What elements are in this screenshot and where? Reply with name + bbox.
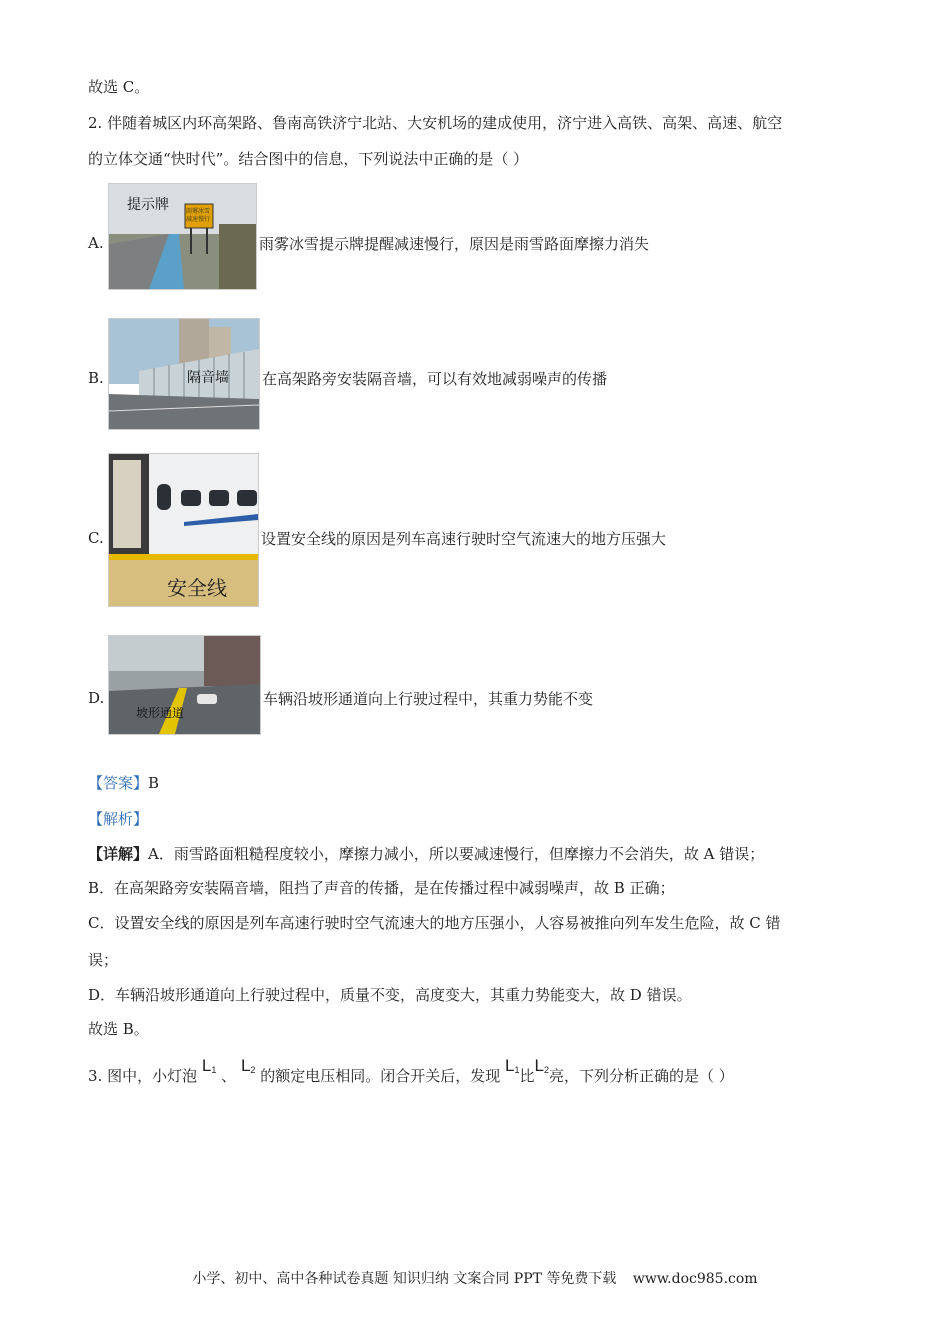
analysis-tag: 【解析】: [88, 810, 149, 828]
question-2-stem-line2: 的立体交通“快时代”。结合图中的信息，下列说法中正确的是（ ）: [88, 150, 529, 168]
option-d-image-label: 坡形通道: [136, 706, 185, 720]
option-b-image-label: 隔音墙: [187, 370, 229, 386]
footer-url[interactable]: www.doc985.com: [632, 1271, 758, 1287]
detail-c-line1: C．设置安全线的原因是列车高速行驶时空气流速大的地方压强小，人容易被推向列车发生危险，故 C 错: [88, 914, 781, 932]
lamp-l1-symbol-second: $L_1$: [505, 1056, 520, 1075]
detail-d: D．车辆沿坡形通道向上行驶过程中，质量不变，高度变大，其重力势能变大，故 D 错误。: [88, 986, 692, 1004]
detail-b: B．在高架路旁安装隔音墙，阻挡了声音的传播，是在传播过程中减弱噪声，故 B 正确；: [88, 879, 675, 897]
option-a-sign-text: 雨雾冰雪 减速慢行: [186, 208, 211, 223]
question-3-stem: [88, 1056, 734, 1090]
option-a-image: [108, 183, 257, 290]
detail-a: [88, 844, 764, 864]
option-c-image: [108, 453, 259, 607]
q3-suffix: 亮，下列分析正确的是（ ）: [548, 1067, 734, 1085]
answer-value: B: [148, 774, 160, 792]
option-c-letter: C.: [88, 529, 104, 547]
option-b-text: 在高架路旁安装隔音墙，可以有效地减弱噪声的传播: [262, 370, 608, 388]
option-a-text: 雨雾冰雪提示牌提醒减速慢行，原因是雨雪路面摩擦力消失: [259, 235, 650, 253]
detail-c-line2: 误；: [88, 951, 119, 969]
option-d-letter: D.: [88, 689, 105, 707]
q3-prefix: 3. 图中，小灯泡: [88, 1067, 198, 1085]
option-b-image: [108, 318, 260, 430]
option-c-image-label: 安全线: [167, 576, 227, 600]
answer-tag: 【答案】: [88, 774, 149, 792]
prev-conclusion: 故选 C。: [88, 78, 150, 96]
lamp-l2-symbol-second: $L_2$: [534, 1056, 549, 1075]
footer-text: 小学、初中、高中各种试卷真题 知识归纳 文案合同 PPT 等免费下载: [192, 1271, 617, 1287]
question-2-stem-line1: 2. 伴随着城区内环高架路、鲁南高铁济宁北站、大安机场的建成使用，济宁进入高铁、高架、高速、航空: [88, 114, 783, 132]
page-footer: [0, 1268, 950, 1288]
option-a-image-label: 提示牌: [127, 197, 169, 213]
option-c-text: 设置安全线的原因是列车高速行驶时空气流速大的地方压强大: [261, 530, 667, 548]
detail-tag: 【详解】: [88, 845, 149, 863]
option-a-letter: A.: [88, 234, 104, 252]
option-d-text: 车辆沿坡形通道向上行驶过程中，其重力势能不变: [263, 690, 594, 708]
detail-a-text: A．雨雪路面粗糙程度较小，摩擦力减小，所以要减速慢行，但摩擦力不会消失，故 A 错误；: [148, 845, 765, 863]
option-b-letter: B.: [88, 369, 104, 387]
lamp-l2-symbol: $L_2$: [240, 1056, 256, 1075]
q3-separator: 、: [221, 1067, 237, 1085]
answer-line: [88, 773, 159, 793]
q3-middle: 的额定电压相同。闭合开关后，发现: [260, 1067, 501, 1085]
q3-than: 比: [519, 1067, 535, 1085]
lamp-l1-symbol: $L_1$: [201, 1056, 217, 1075]
conclusion: 故选 B。: [88, 1020, 149, 1038]
option-d-image: [108, 635, 261, 735]
